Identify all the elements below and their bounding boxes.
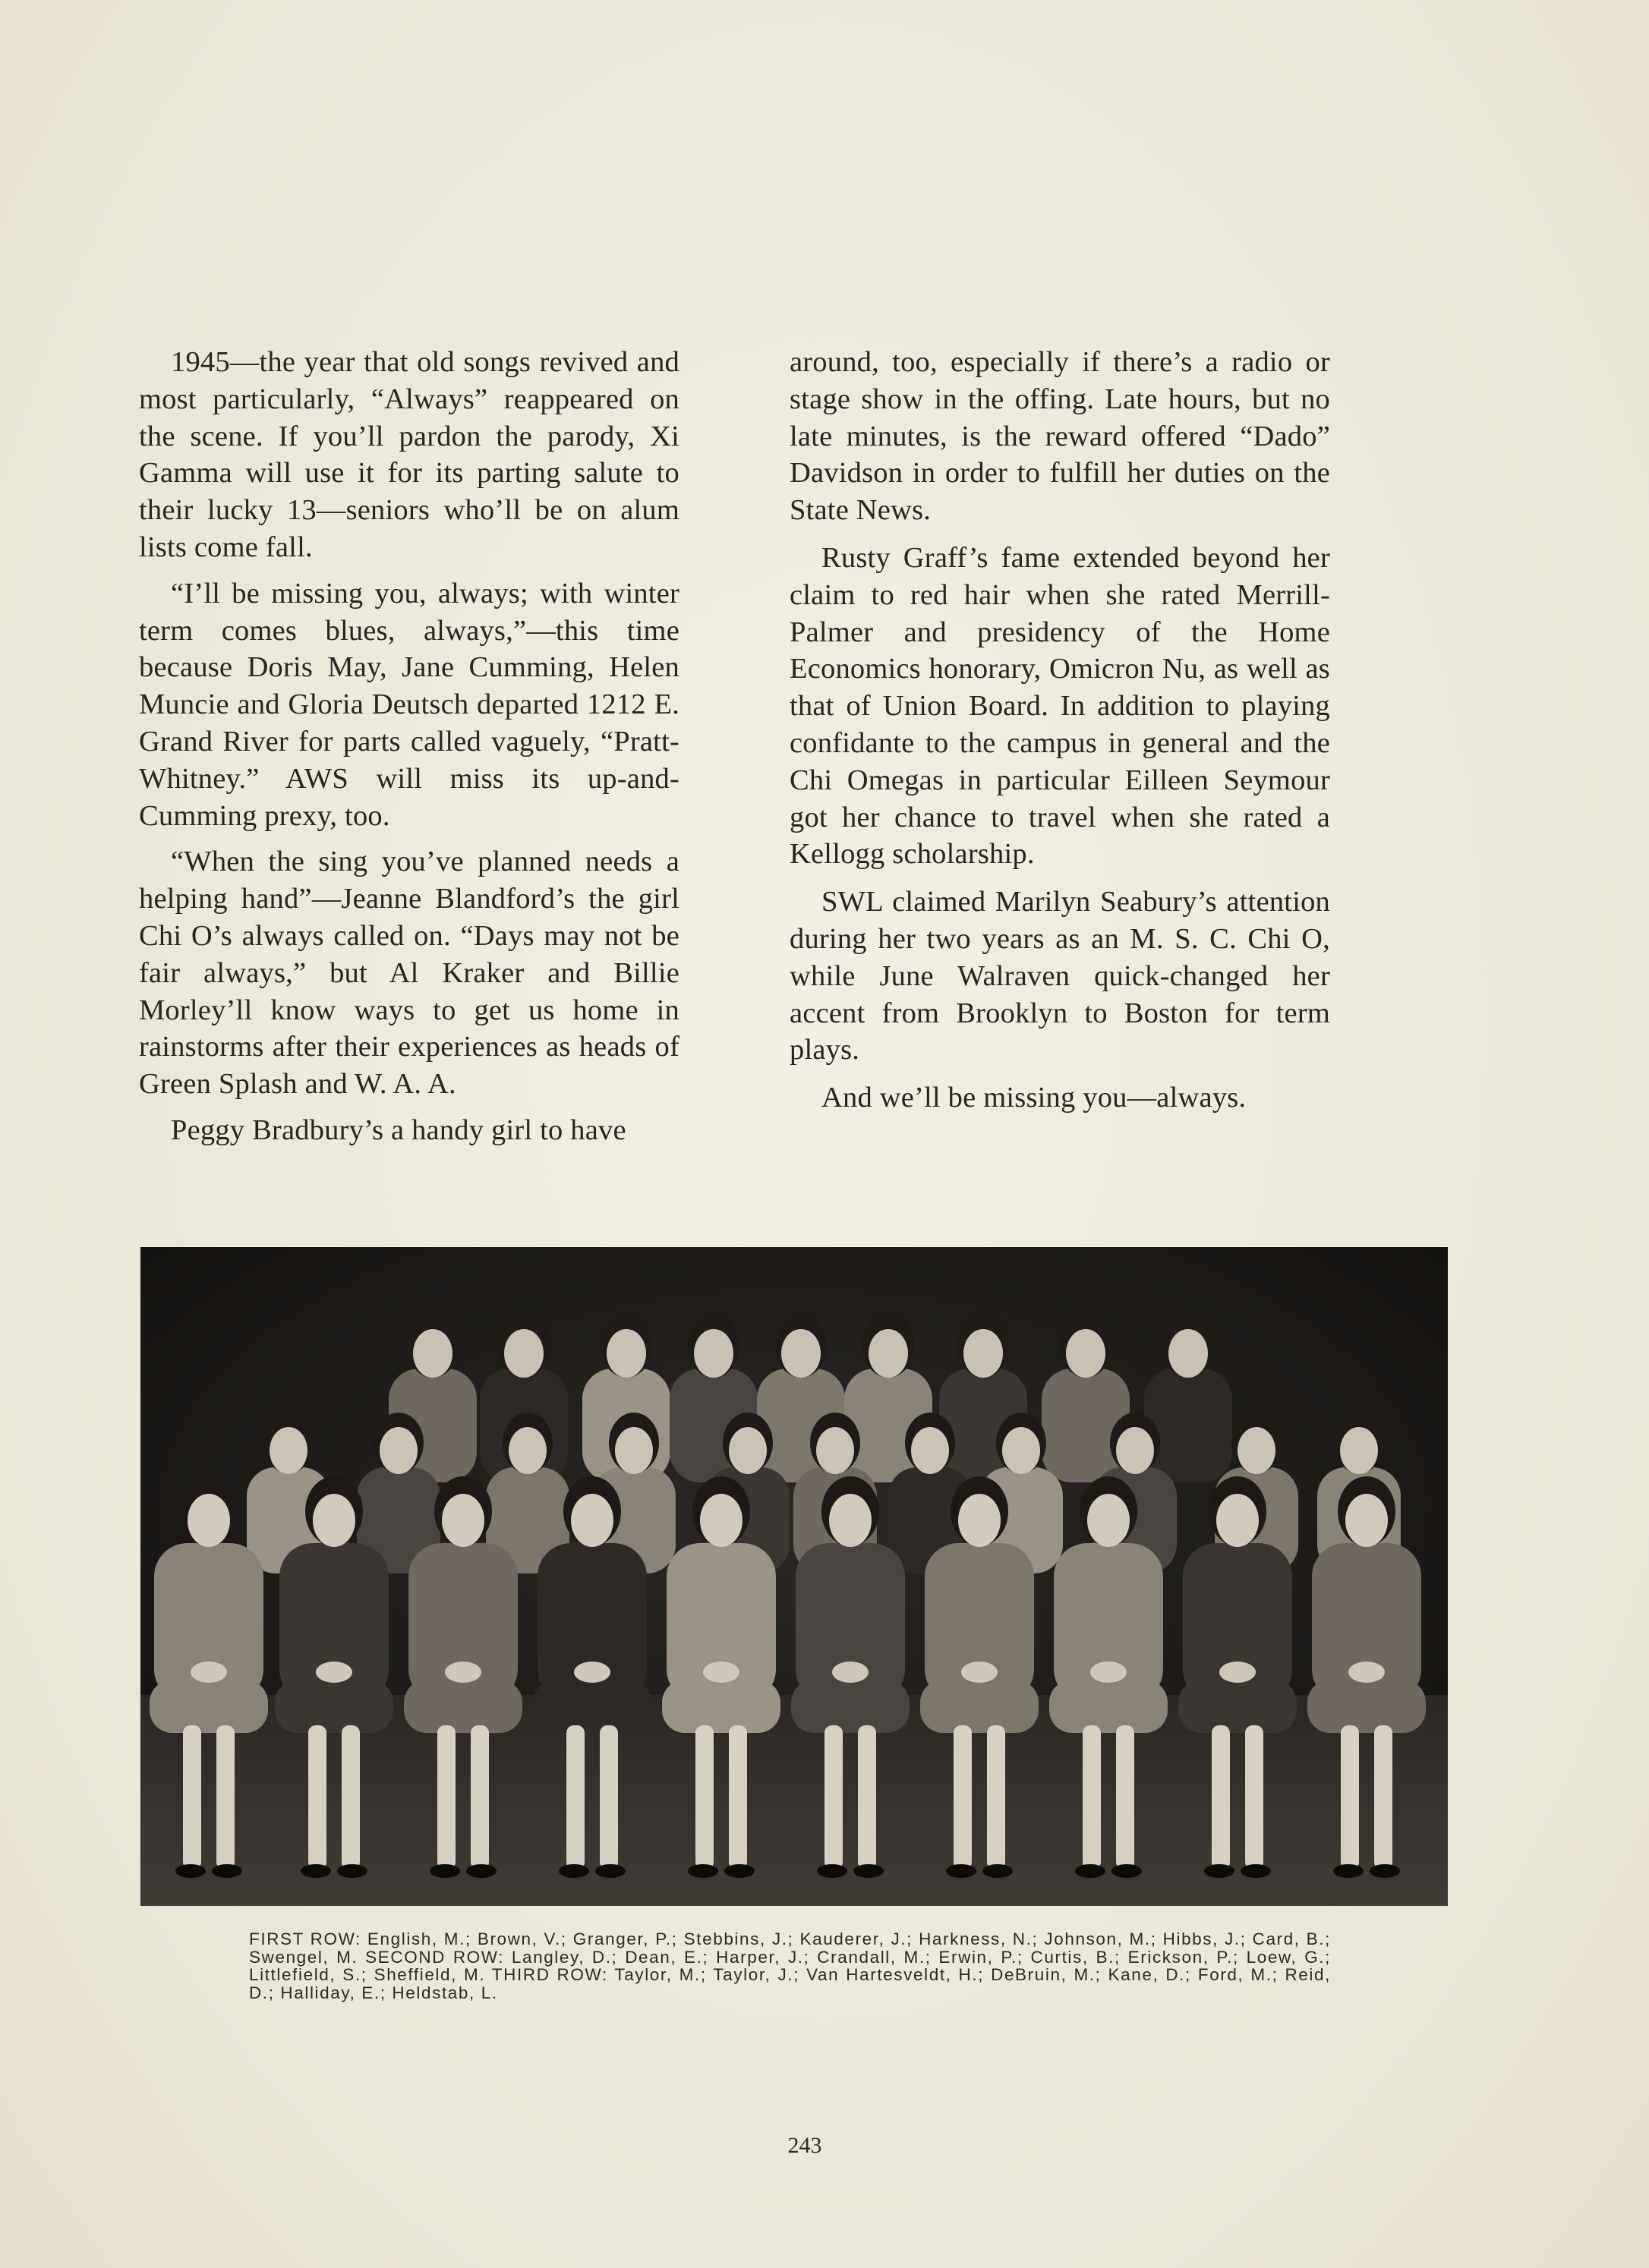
person-leg	[1374, 1725, 1392, 1870]
person-face	[1066, 1329, 1105, 1378]
paragraph: Peggy Bradbury’s a handy girl to have	[171, 1114, 626, 1146]
person-leg	[695, 1725, 714, 1870]
person-leg	[987, 1725, 1005, 1870]
person-shoe	[817, 1864, 847, 1878]
person-leg	[1116, 1725, 1134, 1870]
person-face	[694, 1329, 733, 1378]
person-lap	[1307, 1680, 1426, 1733]
person-lap	[150, 1680, 268, 1733]
person-leg	[1245, 1725, 1263, 1870]
person-hands	[574, 1662, 610, 1683]
article-left-column	[139, 344, 679, 1158]
person-hands	[191, 1662, 227, 1683]
person-lap	[1049, 1680, 1168, 1733]
person-leg	[308, 1725, 326, 1870]
person-shoe	[175, 1864, 206, 1878]
person-hands	[832, 1662, 869, 1683]
person-face	[1340, 1427, 1378, 1474]
person-shoe	[1241, 1864, 1271, 1878]
person-shoe	[688, 1864, 718, 1878]
person-hands	[703, 1662, 739, 1683]
person-shoe	[946, 1864, 976, 1878]
paragraph: 1945—the year that old songs revived and most particularly, “Always” reappeared on the scene. If you’ll pardon the parody, Xi Gamma will use it for its parting salute to their lucky 13—seniors who’ll be on alum lists come fall.	[139, 346, 679, 563]
person-leg	[824, 1725, 843, 1870]
person-leg	[954, 1725, 972, 1870]
person-leg	[1341, 1725, 1359, 1870]
person-leg	[471, 1725, 489, 1870]
person-face	[413, 1329, 452, 1378]
person-face	[313, 1494, 355, 1547]
person-shoe	[337, 1864, 367, 1878]
person-face	[607, 1329, 646, 1378]
person-leg	[437, 1725, 456, 1870]
person-shoe	[1333, 1864, 1364, 1878]
person-shoe	[559, 1864, 589, 1878]
person-face	[188, 1494, 230, 1547]
person-shoe	[1075, 1864, 1105, 1878]
person-face	[270, 1427, 307, 1474]
person-face	[911, 1427, 949, 1474]
person-lap	[404, 1680, 522, 1733]
person-shoe	[853, 1864, 884, 1878]
person-lap	[533, 1680, 651, 1733]
person-hands	[1219, 1662, 1256, 1683]
person-lap	[920, 1680, 1039, 1733]
person-shoe	[430, 1864, 460, 1878]
paragraph: “When the sing you’ve planned needs a helping hand”—Jeanne Blandford’s the girl Chi O’s always called on. “Days may not be fair always,” but Al Kraker and Billie Morley’ll know ways to get us home in rainstorms after their experiences as heads of Green Splash and W. A. A.	[139, 846, 679, 1101]
person-hands	[445, 1662, 481, 1683]
person-shoe	[301, 1864, 331, 1878]
person-face	[571, 1494, 613, 1547]
paragraph: Rusty Graff’s fame extended beyond her claim to red hair when she rated Merrill-Palmer and presidency of the Home Economics honorary, Omicron Nu, as well as that of Union Board. In addition to playing confidante to the campus in general and the Chi Omegas in particular Eilleen Seymour got her chance to travel when she rated a Kellogg scholarship.	[790, 541, 1330, 871]
person-hands	[1090, 1662, 1127, 1683]
person-lap	[662, 1680, 780, 1733]
person-shoe	[595, 1864, 626, 1878]
person-leg	[216, 1725, 235, 1870]
person-shoe	[724, 1864, 755, 1878]
person-shoe	[212, 1864, 242, 1878]
person-face	[1216, 1494, 1259, 1547]
person-face	[1238, 1427, 1275, 1474]
person-face	[1002, 1427, 1040, 1474]
person-face	[700, 1494, 743, 1547]
person-face	[615, 1427, 653, 1474]
group-photo	[140, 1247, 1448, 1906]
person-lap	[1178, 1680, 1297, 1733]
page-number: 243	[787, 2133, 822, 2158]
photo-caption: FIRST ROW: English, M.; Brown, V.; Granger, P.; Stebbins, J.; Kauderer, J.; Harkness, N.; Johnson, M.; Hibbs, J.; Card, B.; Swengel, M. SECOND ROW: Langley, D.; Dean, E.; Harper, J.; Crandall, M.; Erwin, P.; Curtis, B.; Erickson, P.; Loew, G.; Littlefield, S.; Sheffield, M. THIRD ROW: Taylor, M.; Taylor, J.; Van Hartesveldt, H.; DeBruin, M.; Kane, D.; Ford, M.; Reid, D.; Halliday, E.; Heldstab, L.	[249, 1929, 1331, 2002]
person-hands	[1348, 1662, 1385, 1683]
person-leg	[183, 1725, 201, 1870]
person-leg	[566, 1725, 585, 1870]
person-face	[1345, 1494, 1388, 1547]
person-shoe	[466, 1864, 497, 1878]
person-face	[963, 1329, 1003, 1378]
person-lap	[791, 1680, 910, 1733]
person-face	[958, 1494, 1001, 1547]
person-face	[729, 1427, 767, 1474]
person-hands	[316, 1662, 352, 1683]
person-face	[1087, 1494, 1130, 1547]
person-face	[816, 1427, 854, 1474]
person-leg	[1083, 1725, 1101, 1870]
person-face	[829, 1494, 872, 1547]
person-face	[1116, 1427, 1154, 1474]
person-face	[869, 1329, 908, 1378]
person-face	[781, 1329, 821, 1378]
person-face	[380, 1427, 418, 1474]
person-shoe	[1204, 1864, 1234, 1878]
group-photo-illustration	[140, 1247, 1448, 1906]
paragraph: And we’ll be missing you—always.	[821, 1082, 1247, 1114]
article-right-column	[790, 344, 1330, 1127]
person-face	[509, 1427, 547, 1474]
person-face	[442, 1494, 484, 1547]
person-shoe	[1370, 1864, 1400, 1878]
person-hands	[961, 1662, 998, 1683]
paragraph: SWL claimed Marilyn Seabury’s attention during her two years as an M. S. C. Chi O, while June Walraven quick-changed her accent from Brooklyn to Boston for term plays.	[790, 886, 1330, 1066]
person-face	[1168, 1329, 1208, 1378]
person-leg	[729, 1725, 747, 1870]
person-lap	[275, 1680, 393, 1733]
person-shoe	[1111, 1864, 1142, 1878]
person-face	[504, 1329, 544, 1378]
person-leg	[600, 1725, 618, 1870]
paragraph: around, too, especially if there’s a radio or stage show in the offing. Late hours, but no late minutes, is the reward offered “Dado” Davidson in order to fulfill her duties on the State News.	[790, 346, 1330, 527]
person-leg	[1212, 1725, 1230, 1870]
person-shoe	[982, 1864, 1013, 1878]
person-leg	[858, 1725, 876, 1870]
paragraph: “I’ll be missing you, always; with winter term comes blues, always,”—this time because Doris May, Jane Cumming, Helen Muncie and Gloria Deutsch departed 1212 E. Grand River for parts called vaguely, “Pratt-Whitney.” AWS will miss its up-and-Cumming prexy, too.	[139, 577, 679, 832]
person-torso	[1144, 1369, 1232, 1482]
person-leg	[342, 1725, 360, 1870]
